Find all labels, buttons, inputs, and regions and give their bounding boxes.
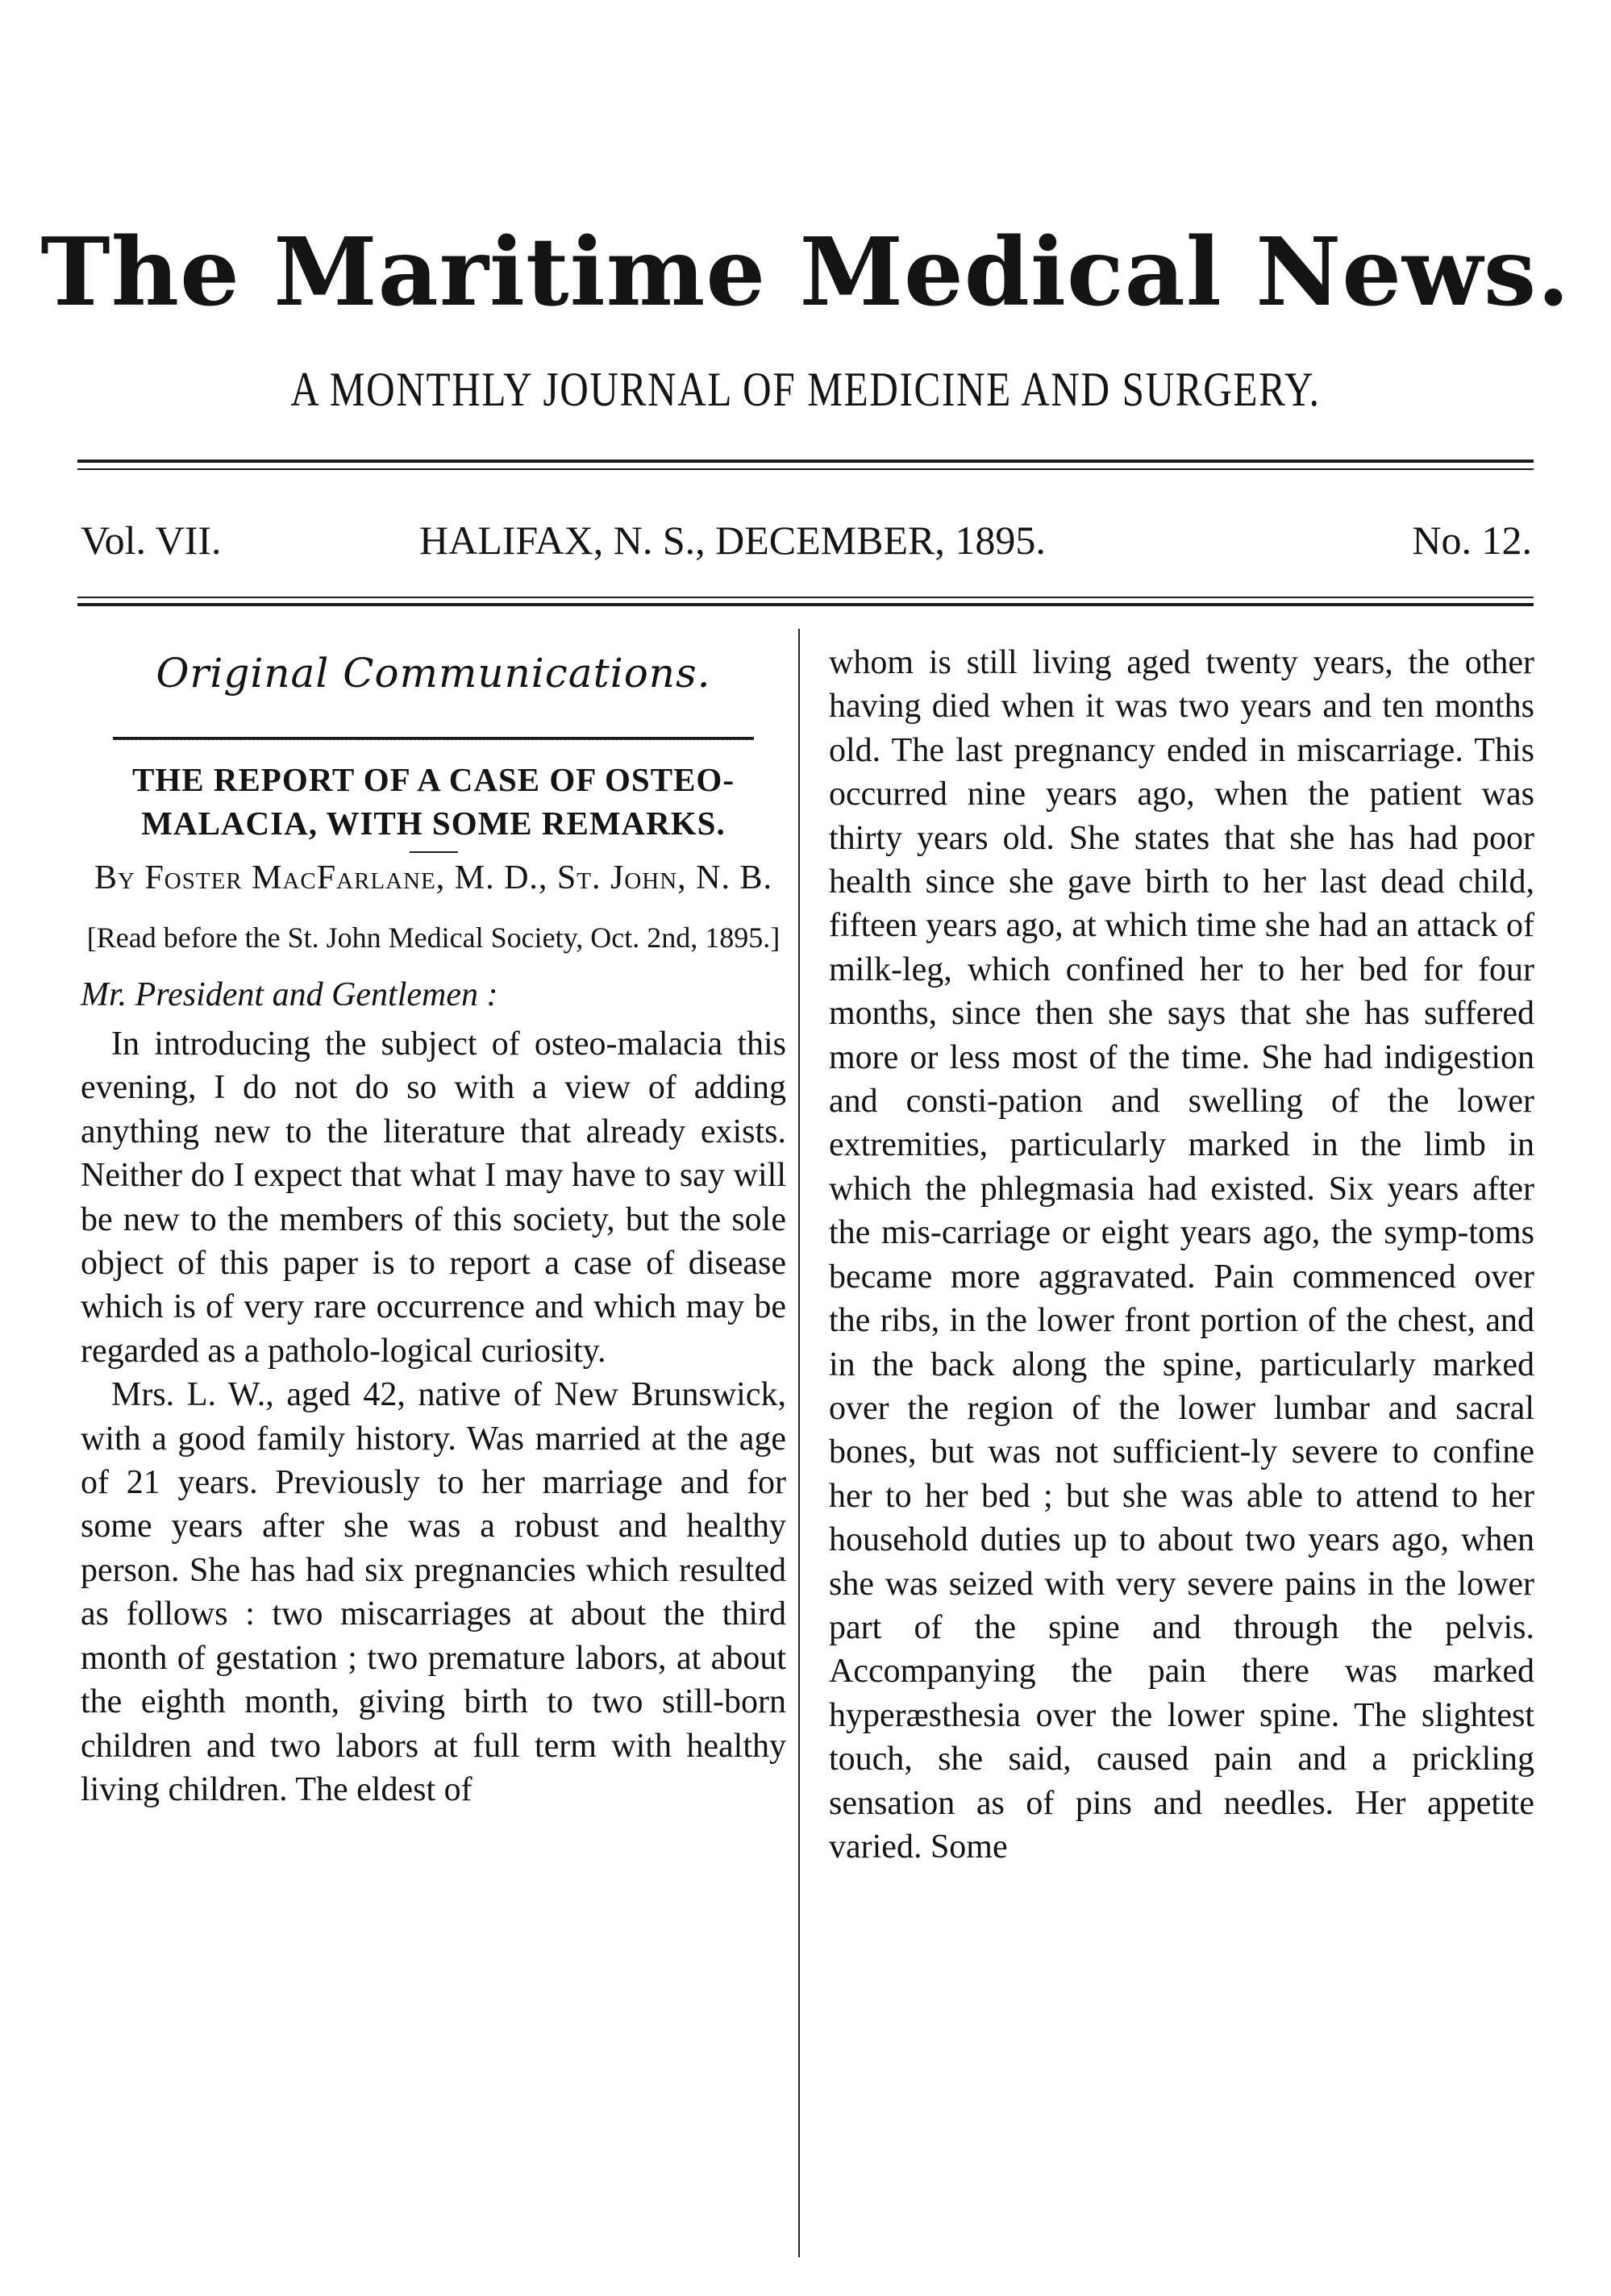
masthead-rule-thick [77, 460, 1534, 463]
masthead-rule-thin [77, 468, 1534, 470]
left-column [81, 645, 786, 1811]
place-date-label: HALIFAX, N. S., DECEMBER, 1895. [419, 518, 1046, 563]
body-paragraph: In introducing the subject of osteo-malacia this evening, I do not do so with a view of adding anything new to the literature that already exists. Neither do I expect that what I may have to say will be new to the members of this society, but the sole object of this paper is to report a case of disease which is of very rare occurrence and which may be regarded as a patholo-logical curiosity. [81, 1025, 786, 1370]
issue-rule-thin [77, 597, 1534, 598]
issue-rule-thick [77, 603, 1534, 606]
article-byline: By Foster MacFarlane, M. D., St. John, N. B. [94, 859, 772, 896]
column-divider [798, 629, 800, 2257]
article-title: THE REPORT OF A CASE OF OSTEO-MALACIA, WITH SOME REMARKS. [132, 761, 735, 842]
article-salutation: Mr. President and Gentlemen : [81, 976, 498, 1013]
volume-label: Vol. VII. [81, 518, 222, 563]
right-column [829, 641, 1534, 1869]
section-rule [113, 737, 754, 740]
article-read-note: [Read before the St. John Medical Society, Oct. 2nd, 1895.] [86, 921, 781, 954]
body-paragraph-continued: whom is still living aged twenty years, the other having died when it was two years and ten months old. The last pregnancy ended in miscarriage. This occurred nine years ago, when the patient was thirty years old. She states that she has had poor health since she gave birth to her last dead child, fifteen years ago, at which time she had an attack of milk-leg, which confined her to her bed for four months, since then she says that she has suffered more or less most of the time. She had indigestion and consti-pation and swelling of the lower extremities, particularly marked in the limb in which the phlegmasia had existed. Six years after the mis-carriage or eight years ago, the symp-toms became more aggravated. Pain commenced over the ribs, in the lower front portion of the chest, and in the back along the spine, particularly marked over the region of the lower lumbar and sacral bones, but was not sufficient-ly severe to confine her to her bed ; but she was able to attend to her household duties up to about two years ago, when she was seized with very severe pains in the lower part of the spine and through the pelvis. Accompanying the pain there was marked hyperæsthesia over the lower spine. The slightest touch, she said, caused pain and a prickling sensation as of pins and needles. Her appetite varied. Some [829, 644, 1534, 1866]
body-paragraph: Mrs. L. W., aged 42, native of New Brunswick, with a good family history. Was married at the age of 21 years. Previously to her marriage and for some years after she was a robust and healthy person. She has had six pregnancies which resulted as follows : two miscarriages at about the third month of gestation ; two premature labors, at about the eighth month, giving birth to two still-born children and two labors at full term with healthy living children. The eldest of [81, 1376, 786, 1808]
issue-number-label: No. 12. [1412, 518, 1532, 563]
issue-info-line [81, 512, 1532, 568]
section-heading: Original Communications. [156, 650, 711, 697]
journal-title: The Maritime Medical News. [40, 218, 1571, 327]
journal-subtitle: A MONTHLY JOURNAL OF MEDICINE AND SURGERY. [290, 363, 1321, 416]
title-rule [410, 851, 458, 853]
